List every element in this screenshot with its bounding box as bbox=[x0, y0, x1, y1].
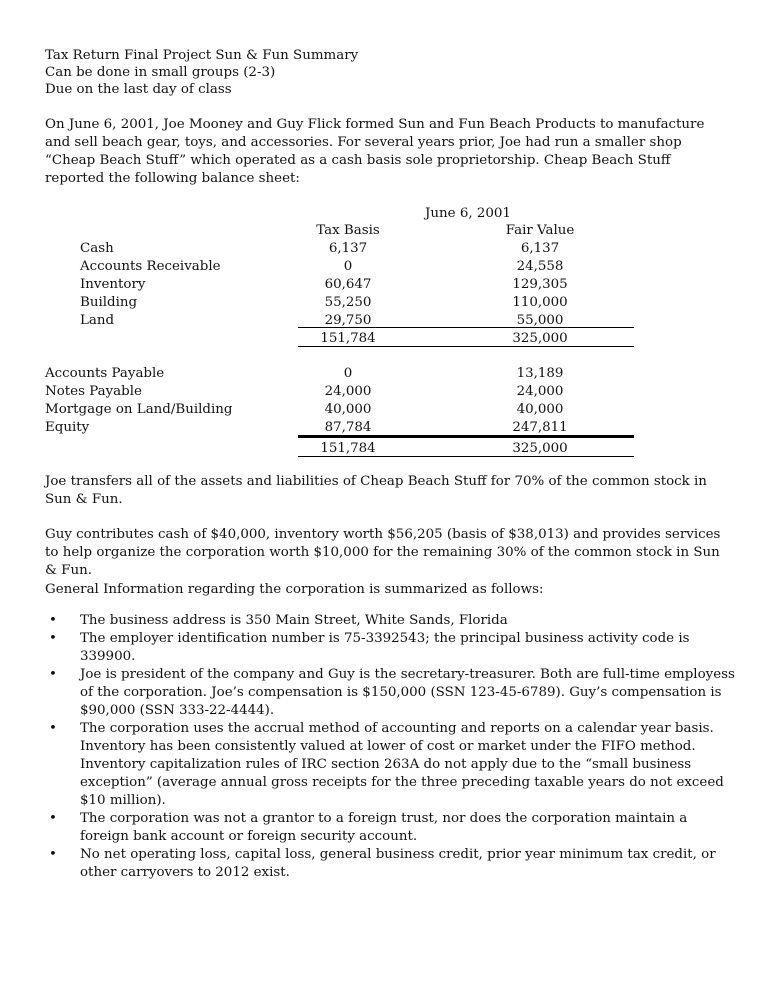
asset-fair-value: 129,305 bbox=[512, 277, 568, 292]
asset-tax-value: 60,647 bbox=[324, 277, 372, 292]
list-item bbox=[45, 612, 735, 630]
liability-tax-value: 40,000 bbox=[324, 402, 372, 417]
asset-tax-value: 29,750 bbox=[324, 313, 372, 328]
doc-subtitle-groups: Can be done in small groups (2-3) bbox=[45, 65, 276, 80]
general-info-heading: General Information regarding the corporation is summarized as follows: bbox=[45, 582, 544, 597]
balance-sheet-date: June 6, 2001 bbox=[425, 206, 511, 221]
liability-label: Notes Payable bbox=[45, 384, 142, 399]
asset-label: Land bbox=[80, 313, 115, 328]
liability-fair-value: 247,811 bbox=[512, 420, 568, 435]
liability-total-fair: 325,000 bbox=[512, 441, 568, 456]
liability-fair-value: 13,189 bbox=[516, 366, 564, 381]
liability-tax-value: 0 bbox=[343, 366, 353, 381]
liability-fair-value: 24,000 bbox=[516, 384, 564, 399]
joe-transfer-paragraph: Joe transfers all of the assets and liabilities of Cheap Beach Stuff for 70% of the common stock in Sun & Fun. bbox=[45, 474, 707, 507]
list-item-text: The corporation was not a grantor to a foreign trust, nor does the corporation maintain a foreign bank account or foreign security account. bbox=[80, 811, 688, 844]
doc-title: Tax Return Final Project Sun & Fun Summary bbox=[45, 48, 359, 63]
intro-paragraph: On June 6, 2001, Joe Mooney and Guy Flick formed Sun and Fun Beach Products to manufacture and sell beach gear, toys, and accessories. For several years prior, Joe had run a smaller shop “Cheap Beach Stuff” which operated as a cash basis sole proprietorship. Cheap Beach Stuff reported the following balance sheet: bbox=[45, 117, 705, 186]
list-item bbox=[45, 810, 735, 846]
list-item-text: No net operating loss, capital loss, general business credit, prior year minimum tax credit, or other carryovers to 2012 exist. bbox=[80, 847, 716, 880]
bullet-glyph: • bbox=[49, 847, 57, 862]
asset-total-tax: 151,784 bbox=[320, 331, 376, 346]
list-item-text: Joe is president of the company and Guy is the secretary-treasurer. Both are full-time employess of the corporation. Joe’s compensation is $150,000 (SSN 123-45-6789). Guy’s compensation is $90,000 (SSN 333-22-4444). bbox=[80, 667, 735, 718]
list-item bbox=[45, 630, 735, 666]
liability-label: Equity bbox=[45, 420, 90, 435]
asset-fair-value: 55,000 bbox=[516, 313, 564, 328]
bullet-glyph: • bbox=[49, 721, 57, 736]
liability-fair-value: 40,000 bbox=[516, 402, 564, 417]
bullet-glyph: • bbox=[49, 811, 57, 826]
liability-tax-value: 87,784 bbox=[324, 420, 372, 435]
asset-bottom-rule bbox=[298, 346, 634, 347]
col-header-fair-value: Fair Value bbox=[505, 223, 575, 238]
list-item bbox=[45, 846, 735, 882]
list-item bbox=[45, 720, 735, 810]
list-item-text: The employer identification number is 75-3392543; the principal business activity code is 339900. bbox=[80, 631, 690, 664]
asset-tax-value: 6,137 bbox=[328, 241, 368, 256]
asset-label: Accounts Receivable bbox=[80, 259, 221, 274]
general-info-list bbox=[45, 612, 735, 882]
list-item-text: The corporation uses the accrual method of accounting and reports on a calendar year basis. Inventory has been consistently valued at lower of cost or market under the FIFO method. Inventory capitalization rules of IRC section 263A do not apply due to the “small business exception” (average annual gross receipts for the three preceding taxable years do not exceed $10 million). bbox=[80, 721, 724, 808]
asset-tax-value: 0 bbox=[343, 259, 353, 274]
asset-fair-value: 24,558 bbox=[516, 259, 564, 274]
asset-fair-value: 110,000 bbox=[512, 295, 568, 310]
asset-fair-value: 6,137 bbox=[520, 241, 560, 256]
doc-subtitle-due: Due on the last day of class bbox=[45, 82, 232, 97]
asset-total-fair: 325,000 bbox=[512, 331, 568, 346]
bullet-glyph: • bbox=[49, 613, 57, 628]
bullet-glyph: • bbox=[49, 667, 57, 682]
liability-bottom-rule bbox=[298, 456, 634, 457]
liability-tax-value: 24,000 bbox=[324, 384, 372, 399]
asset-label: Building bbox=[80, 295, 138, 310]
liability-label: Mortgage on Land/Building bbox=[45, 402, 233, 417]
asset-tax-value: 55,250 bbox=[324, 295, 372, 310]
asset-label: Cash bbox=[80, 241, 114, 256]
asset-total-rule bbox=[298, 327, 634, 328]
col-header-tax-basis: Tax Basis bbox=[316, 223, 380, 238]
list-item bbox=[45, 666, 735, 720]
guy-contribution-paragraph: Guy contributes cash of $40,000, inventory worth $56,205 (basis of $38,013) and provides services to help organize the corporation worth $10,000 for the remaining 30% of the common stock in Sun & Fun. bbox=[45, 527, 721, 578]
bullet-glyph: • bbox=[49, 631, 57, 646]
liability-label: Accounts Payable bbox=[45, 366, 165, 381]
list-item-text: The business address is 350 Main Street, White Sands, Florida bbox=[80, 613, 508, 628]
asset-label: Inventory bbox=[80, 277, 146, 292]
liability-total-tax: 151,784 bbox=[320, 441, 376, 456]
liability-total-rule bbox=[298, 435, 634, 438]
